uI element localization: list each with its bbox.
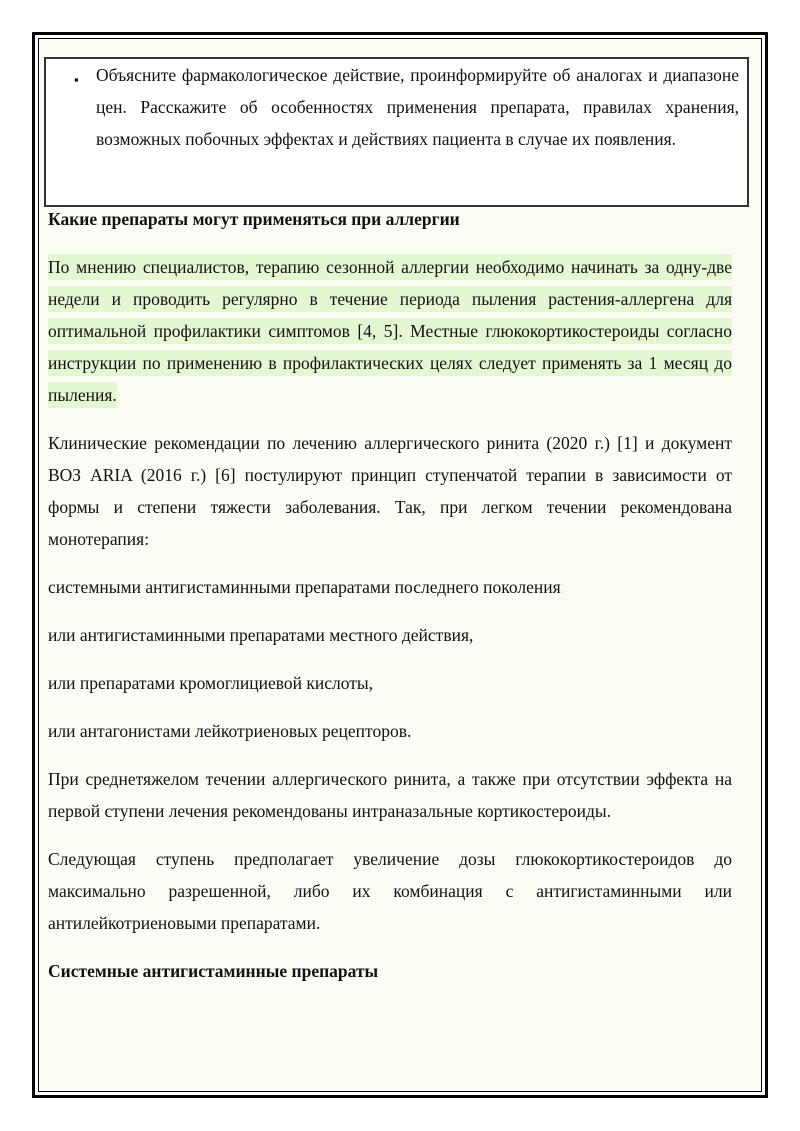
list-item: или антагонистами лейкотриеновых рецепторов. xyxy=(48,721,412,741)
task-box xyxy=(44,57,749,207)
bullet-marker: ▪ xyxy=(74,72,79,87)
section-heading-systemic-antihistamines: Системные антигистаминные препараты xyxy=(48,961,379,981)
document-body xyxy=(48,203,732,987)
paragraph-next-step: Следующая ступень предполагает увеличение дозы глюкокортикостероидов до максимально разрешенной, либо их комбинация с антигистаминными или антилейкотриеновыми препаратами. xyxy=(48,849,732,933)
paragraph-moderate-course: При среднетяжелом течении аллергического ринита, а также при отсутствии эффекта на первой ступени лечения рекомендованы интраназальные кортикостероиды. xyxy=(48,769,732,821)
section-heading-allergy-drugs: Какие препараты могут применяться при аллергии xyxy=(48,209,460,229)
task-text: Объясните фармакологическое действие, проинформируйте об аналогах и диапазоне цен. Расскажите об особенностях применения препарата, правилах хранения, возможных побочных эффектах и действиях пациента в случае их появления. xyxy=(96,65,739,149)
paragraph-guidelines: Клинические рекомендации по лечению аллергического ринита (2020 г.) [1] и документ ВОЗ ARIA (2016 г.) [6] постулируют принцип ступенчатой терапии в зависимости от формы и степени тяжести заболевания. Так, при легком течении рекомендована монотерапия: xyxy=(48,433,732,549)
paragraph-prophylaxis xyxy=(48,251,732,411)
highlighted-text: По мнению специалистов, терапию сезонной аллергии необходимо начинать за одну-две недели и проводить регулярно в течение периода пыления растения-аллергена для оптимальной профилактики симптомов [4, 5]. Местные глюкокортикостероиды согласно инструкции по применению в профилактических целях следует применять за 1 месяц до пыления. xyxy=(48,254,732,408)
list-item: или антигистаминными препаратами местного действия, xyxy=(48,625,474,645)
list-item: или препаратами кромоглициевой кислоты, xyxy=(48,673,374,693)
list-item: системными антигистаминными препаратами последнего поколения xyxy=(48,577,561,597)
